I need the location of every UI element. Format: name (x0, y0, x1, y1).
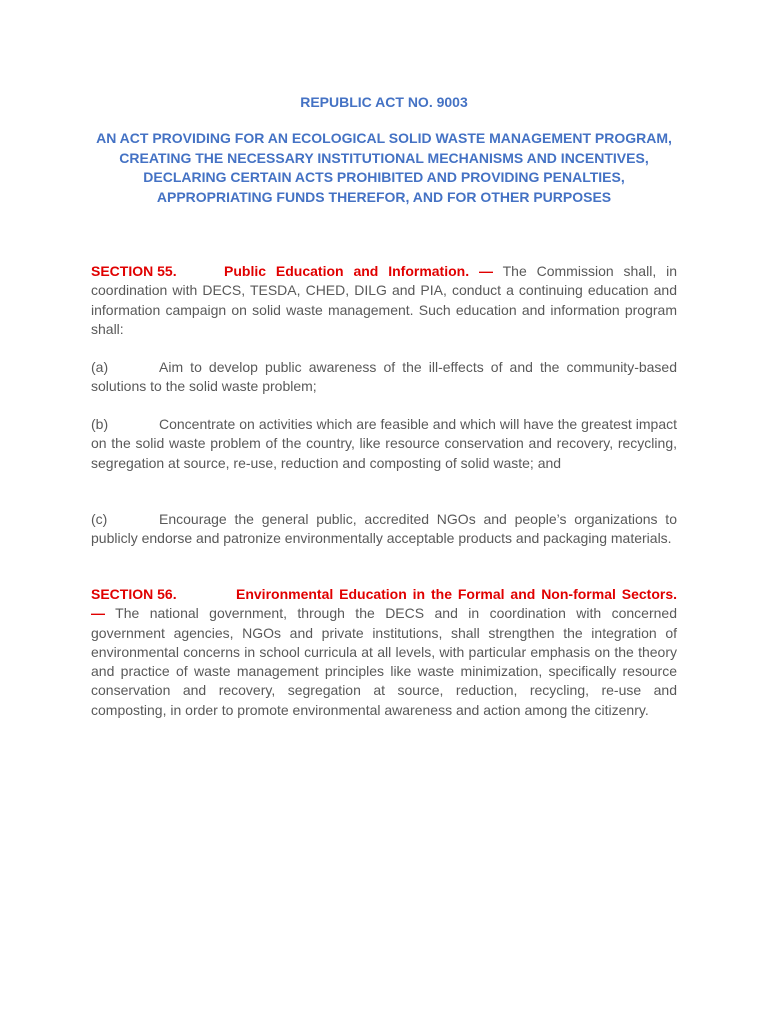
section-55-item-a (91, 358, 677, 397)
section-55-number: SECTION 55. (91, 263, 177, 279)
section-56-number: SECTION 56. (91, 586, 177, 602)
section-55-heading (91, 263, 493, 279)
section-55-title: Public Education and Information. — (224, 263, 493, 279)
section-55-paragraph (91, 262, 677, 339)
item-a-label: (a) (91, 359, 109, 375)
section-56-title: Environmental Education in the Formal and Non-formal Sectors. — (91, 586, 677, 622)
section-56-paragraph (91, 585, 677, 720)
section-55-text: The Commission shall, in coordination with DECS, TESDA, CHED, DILG and PIA, conduct a continuing education and information campaign on solid waste management. Such education and information program shall: (91, 263, 677, 337)
item-b-text: Concentrate on activities which are feasible and which will have the greatest impact on the solid waste problem of the country, like resource conservation and recovery, recycling, segregation at source, re-use, reduction and composting of solid waste; and (91, 416, 677, 471)
item-c-text: Encourage the general public, accredited NGOs and people’s organizations to publicly endorse and patronize environmentally acceptable products and packaging materials. (91, 511, 677, 547)
section-56-text: The national government, through the DECS and in coordination with concerned government agencies, NGOs and private institutions, shall strengthen the integration of environmental concerns in school curricula at all levels, with particular emphasis on the theory and practice of waste management principles like waste minimization, specifically resource conservation and recovery, segregation at source, reduction, recycling, re-use and composting, in order to promote environmental awareness and action among the citizenry. (91, 605, 677, 718)
section-55-item-c (91, 510, 677, 549)
act-number-title: REPUBLIC ACT NO. 9003 (300, 94, 468, 110)
item-a-text: Aim to develop public awareness of the ill-effects of and the community-based solutions to the solid waste problem; (91, 359, 677, 395)
section-55-item-b (91, 415, 677, 473)
item-b-label: (b) (91, 416, 109, 432)
item-c-label: (c) (91, 511, 108, 527)
act-full-title: AN ACT PROVIDING FOR AN ECOLOGICAL SOLID WASTE MANAGEMENT PROGRAM, CREATING THE NECESSARY INSTITUTIONAL MECHANISMS AND INCENTIVES, DECLARING CERTAIN ACTS PROHIBITED AND PROVIDING PENALTIES, APPROPRIATING FUNDS THEREFOR, AND FOR OTHER PURPOSES (96, 130, 672, 205)
